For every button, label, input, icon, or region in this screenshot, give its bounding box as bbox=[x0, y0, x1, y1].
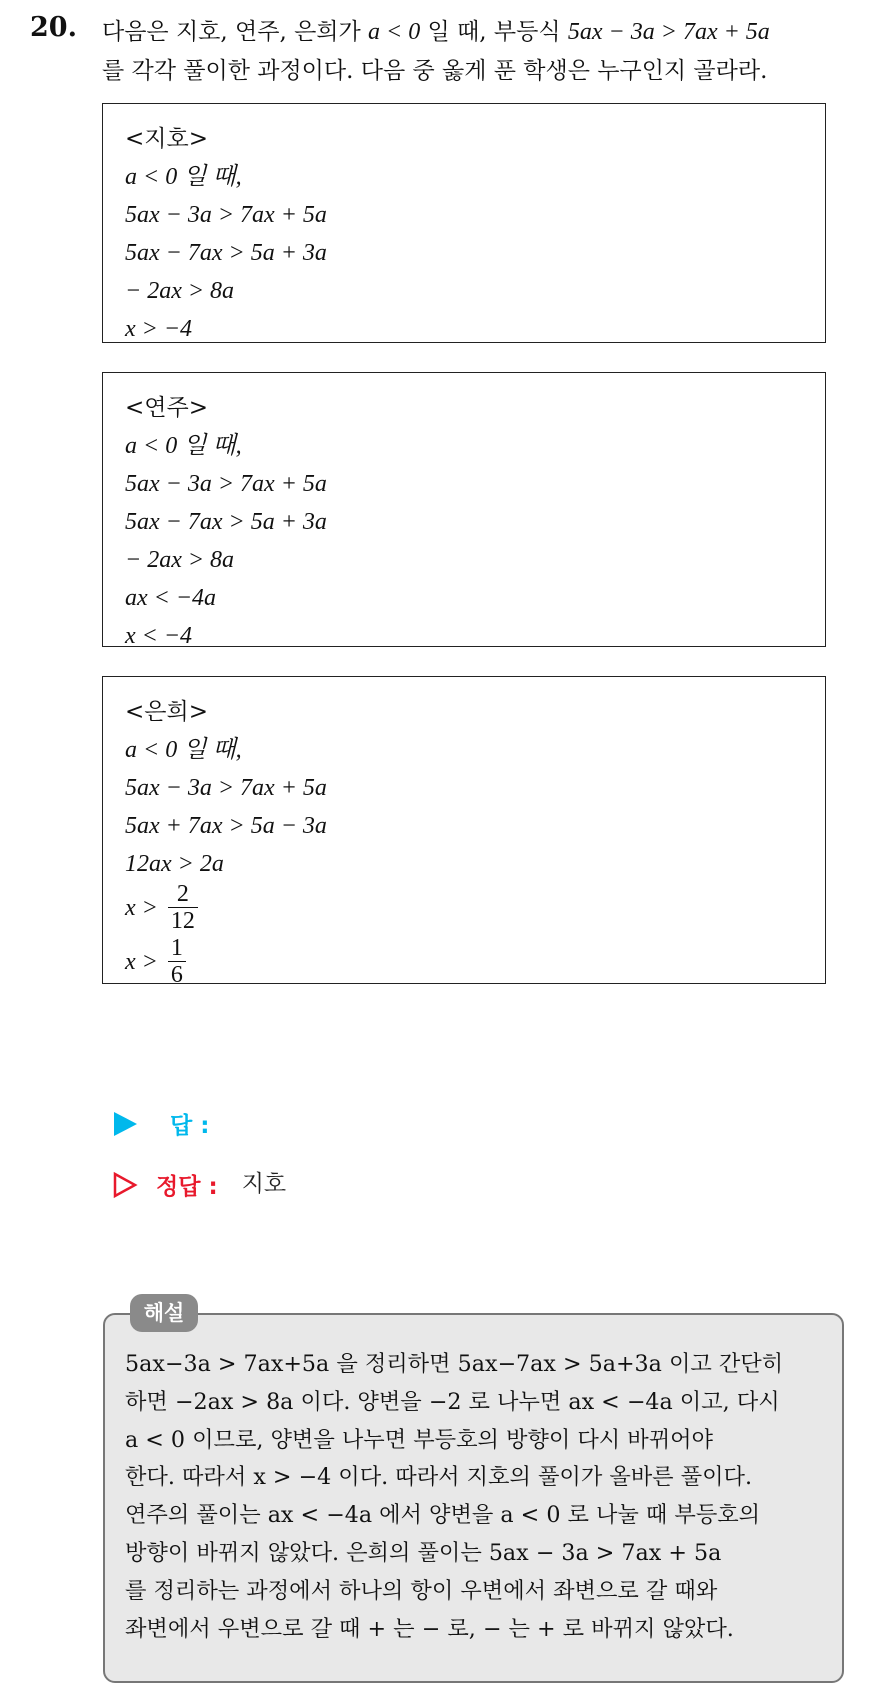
question-line-2: 를 각각 풀이한 과정이다. 다음 중 옳게 푼 학생은 누구인지 골라라. bbox=[102, 58, 768, 84]
fraction-line: x > $\frac{1}{6}$ bbox=[125, 937, 803, 991]
solution-line: x > −4 bbox=[125, 316, 193, 342]
solution-line: 5ax − 3a > 7ax + 5a bbox=[125, 775, 327, 801]
solution-line: 12ax > 2a bbox=[125, 851, 224, 877]
solution-title: <연주> bbox=[125, 395, 208, 421]
solution-line: 5ax + 7ax > 5a − 3a bbox=[125, 813, 327, 839]
solution-line: x < −4 bbox=[125, 623, 193, 649]
explanation-line: 연주의 풀이는 ax < −4a 에서 양변을 a < 0 로 나눌 때 부등호의 bbox=[125, 1502, 761, 1529]
fraction: $\frac{2}{12}$ bbox=[168, 881, 198, 934]
question-text bbox=[102, 13, 872, 91]
solution-line: a < 0 일 때, bbox=[125, 737, 242, 763]
solution-line: 5ax − 3a > 7ax + 5a bbox=[125, 471, 327, 497]
solution-line: 5ax − 7ax > 5a + 3a bbox=[125, 240, 327, 266]
fraction: $\frac{1}{6}$ bbox=[168, 935, 186, 988]
question-line-1: 다음은 지호, 연주, 은희가 a < 0 일 때, 부등식 5ax − 3a > 7ax + 5a bbox=[102, 19, 770, 45]
solution-line: − 2ax > 8a bbox=[125, 278, 235, 304]
explanation-line: 하면 −2ax > 8a 이다. 양변을 −2 로 나누면 ax < −4a 이고, 다시 bbox=[125, 1388, 780, 1415]
answer-label: 답 : bbox=[170, 1113, 210, 1139]
solution-title: <지호> bbox=[125, 126, 208, 152]
correct-answer-value: 지호 bbox=[241, 1171, 287, 1197]
solution-line: a < 0 일 때, bbox=[125, 433, 242, 459]
explanation-line: 한다. 따라서 x > −4 이다. 따라서 지호의 풀이가 올바른 풀이다. bbox=[125, 1464, 753, 1491]
explanation-line: 좌변에서 우변으로 갈 때 + 는 − 로, − 는 + 로 바뀌지 않았다. bbox=[125, 1615, 734, 1642]
explanation-tag: 해설 bbox=[130, 1294, 198, 1332]
play-outline-icon bbox=[112, 1171, 138, 1199]
correct-answer-row bbox=[112, 1165, 286, 1201]
solution-box-jiho bbox=[102, 103, 826, 343]
solution-line: ax < −4a bbox=[125, 585, 217, 611]
solution-line: a < 0 일 때, bbox=[125, 164, 242, 190]
question-number: 20. bbox=[30, 12, 77, 43]
explanation-text bbox=[125, 1346, 825, 1648]
answer-row bbox=[112, 1107, 225, 1140]
play-filled-icon bbox=[112, 1110, 138, 1138]
solution-box-eunhee bbox=[102, 676, 826, 988]
solution-line: 5ax − 3a > 7ax + 5a bbox=[125, 202, 327, 228]
explanation-line: 5ax−3a > 7ax+5a 을 정리하면 5ax−7ax > 5a+3a 이고 간단히 bbox=[125, 1351, 784, 1377]
solution-line: 5ax − 7ax > 5a + 3a bbox=[125, 509, 327, 535]
explanation-line: 를 정리하는 과정에서 하나의 항이 우변에서 좌변으로 갈 때와 bbox=[125, 1577, 718, 1604]
explanation-line: 방향이 바뀌지 않았다. 은희의 풀이는 5ax − 3a > 7ax + 5a bbox=[125, 1539, 722, 1566]
solution-line: − 2ax > 8a bbox=[125, 547, 235, 573]
solution-title: <은희> bbox=[125, 699, 208, 725]
solution-box-yeonju bbox=[102, 372, 826, 647]
correct-answer-label: 정답 : bbox=[156, 1174, 218, 1200]
explanation-line: a < 0 이므로, 양변을 나누면 부등호의 방향이 다시 바뀌어야 bbox=[125, 1426, 713, 1453]
fraction-line: x > $\frac{2}{12}$ bbox=[125, 883, 803, 937]
